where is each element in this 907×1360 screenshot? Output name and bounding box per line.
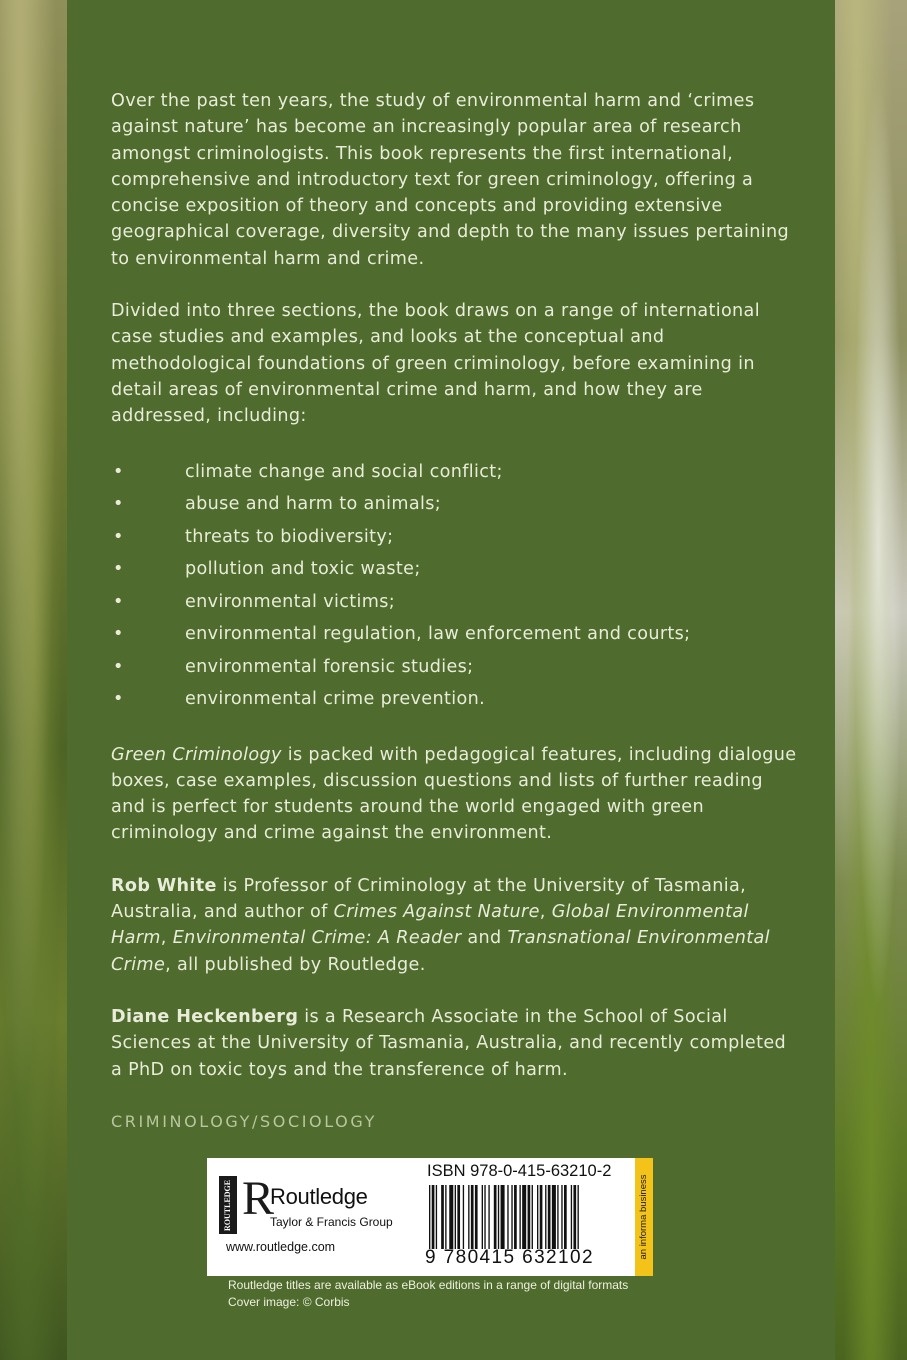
publisher-group: Taylor & Francis Group (270, 1215, 393, 1229)
blurb-paragraph-1: Over the past ten years, the study of environmental harm and ‘crimes against nature’ has become an increasingly popular area of research amongst criminologists. This book represents the first international, comprehensive and introductory text for green criminology, offering a concise exposition of theory and concepts and providing extensive geographical coverage, diversity and depth to the many issues pertaining to environmental harm and crime. (111, 91, 790, 269)
bullet-icon: • (113, 689, 124, 710)
subject-category: CRIMINOLOGY/SOCIOLOGY (111, 1111, 377, 1131)
topic-list (111, 456, 801, 716)
isbn-label: ISBN 978-0-415-63210-2 (427, 1162, 612, 1180)
publisher-url: www.routledge.com (226, 1240, 336, 1254)
list-item: • climate change and social conflict; (111, 456, 801, 489)
bullet-icon: • (113, 624, 124, 645)
isbn-barcode-box (207, 1158, 653, 1276)
list-item: • pollution and toxic waste; (111, 553, 801, 586)
bullet-icon: • (113, 526, 124, 547)
bullet-icon: • (113, 494, 124, 515)
ebook-note: Routledge titles are available as eBook editions in a range of digital formats (228, 1278, 629, 1292)
back-cover-text (111, 88, 801, 1135)
list-item: • environmental victims; (111, 586, 801, 619)
barcode-icon (429, 1185, 627, 1249)
bullet-icon: • (113, 559, 124, 580)
routledge-logo-icon: ROUTLEDGE (219, 1176, 237, 1234)
cover-credit: Cover image: © Corbis (228, 1295, 350, 1309)
blurb-paragraph-2: Divided into three sections, the book draws on a range of international case studies and examples, and looks at the conceptual and methodological foundations of green criminology, before examining in detail areas of environmental crime and harm, and how they are addressed, including: (111, 301, 760, 427)
author-name: Rob White (111, 875, 217, 896)
author-name: Diane Heckenberg (111, 1006, 299, 1027)
cover-photo-left-strip (0, 0, 67, 1360)
informa-band (635, 1158, 653, 1276)
cover-photo-right-strip (835, 0, 907, 1360)
list-item: • environmental forensic studies; (111, 651, 801, 684)
list-item: • threats to biodiversity; (111, 521, 801, 554)
publisher-name: Routledge (270, 1184, 368, 1209)
author-bio-1: Rob White is Professor of Criminology at the University of Tasmania, Australia, and author of Crimes Against Nature, Global Environmental Harm, Environmental Crime: A Reader and Transnational Environmental Crime, all published by Routledge. (111, 875, 770, 975)
author-bio-2: Diane Heckenberg is a Research Associate in the School of Social Sciences at the University of Tasmania, Australia, and recently completed a PhD on toxic toys and the transference of harm. (111, 1006, 787, 1080)
barcode-digits: 9 780415 632102 (425, 1247, 594, 1268)
informa-label: an informa business (638, 1174, 649, 1260)
list-item: • environmental crime prevention. (111, 683, 801, 716)
bullet-icon: • (113, 656, 124, 677)
list-item: • environmental regulation, law enforcement and courts; (111, 618, 801, 651)
book-title: Green Criminology (111, 744, 282, 765)
list-item: • abuse and harm to animals; (111, 488, 801, 521)
bullet-icon: • (113, 591, 124, 612)
routledge-r-logo-icon: R (242, 1172, 275, 1225)
bullet-icon: • (113, 461, 124, 482)
blurb-paragraph-3: Green Criminology is packed with pedagogical features, including dialogue boxes, case examples, discussion questions and lists of further reading and is perfect for students around the world engaged with green criminology and crime against the environment. (111, 744, 797, 844)
